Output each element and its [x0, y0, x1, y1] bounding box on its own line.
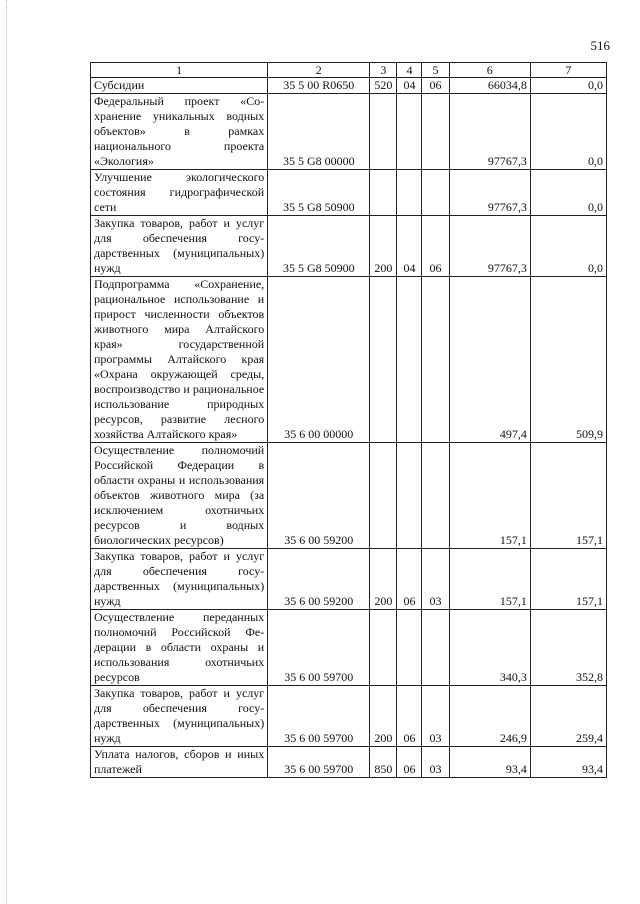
- row-name-cell: Осуществление полномочий Российской Федерации в области охраны и использования объектов животного мира (за исключением охотничьих ресурсов и водных биологических ресурсов): [91, 443, 268, 549]
- row-name-cell: Осуществление переданных полномочий Российской Федерации в области охраны и использования охотничьих ресурсов: [91, 610, 268, 686]
- row-name-cell: Субсидии: [91, 78, 268, 94]
- table-row: [91, 549, 607, 610]
- row-amount-2024-cell: 97767,3: [449, 170, 530, 216]
- row-pr-cell: [422, 443, 449, 549]
- row-vr-cell: [370, 610, 397, 686]
- row-amount-2025-cell: 0,0: [530, 94, 606, 170]
- table-row: [91, 94, 607, 170]
- header-cell: 2: [268, 63, 370, 78]
- header-cell: 3: [370, 63, 397, 78]
- row-code-cell: 35 6 00 59700: [268, 686, 370, 747]
- row-rz-cell: 06: [397, 747, 422, 778]
- row-amount-2025-cell: 509,9: [530, 277, 606, 443]
- budget-table: [90, 62, 607, 778]
- binding-edge: [6, 0, 11, 904]
- row-vr-cell: [370, 277, 397, 443]
- row-code-cell: 35 6 00 59200: [268, 443, 370, 549]
- row-pr-cell: 03: [422, 686, 449, 747]
- row-code-cell: 35 5 G8 50900: [268, 216, 370, 277]
- row-amount-2025-cell: 157,1: [530, 549, 606, 610]
- header-cell: 1: [91, 63, 268, 78]
- row-amount-2024-cell: 246,9: [449, 686, 530, 747]
- table-row: [91, 78, 607, 94]
- header-cell: 4: [397, 63, 422, 78]
- row-amount-2024-cell: 97767,3: [449, 216, 530, 277]
- row-name-cell: Закупка товаров, работ и услуг для обеспечения государственных (муниципальных) нужд: [91, 686, 268, 747]
- table-row: [91, 610, 607, 686]
- row-pr-cell: [422, 94, 449, 170]
- row-amount-2025-cell: 259,4: [530, 686, 606, 747]
- row-code-cell: 35 5 00 R0650: [268, 78, 370, 94]
- row-vr-cell: [370, 94, 397, 170]
- row-pr-cell: 06: [422, 78, 449, 94]
- row-rz-cell: 04: [397, 216, 422, 277]
- table-row: [91, 686, 607, 747]
- row-amount-2025-cell: 0,0: [530, 216, 606, 277]
- table-header-row: [91, 63, 607, 78]
- row-rz-cell: [397, 443, 422, 549]
- table-row: [91, 443, 607, 549]
- row-code-cell: 35 5 G8 50900: [268, 170, 370, 216]
- row-amount-2024-cell: 66034,8: [449, 78, 530, 94]
- row-pr-cell: [422, 277, 449, 443]
- row-amount-2025-cell: 352,8: [530, 610, 606, 686]
- row-name-cell: Закупка товаров, работ и услуг для обеспечения государственных (муниципальных) нужд: [91, 549, 268, 610]
- table-row: [91, 170, 607, 216]
- row-vr-cell: [370, 170, 397, 216]
- row-amount-2024-cell: 97767,3: [449, 94, 530, 170]
- row-rz-cell: 06: [397, 686, 422, 747]
- row-pr-cell: [422, 610, 449, 686]
- row-amount-2024-cell: 340,3: [449, 610, 530, 686]
- row-vr-cell: 200: [370, 686, 397, 747]
- row-rz-cell: 06: [397, 549, 422, 610]
- row-amount-2024-cell: 157,1: [449, 549, 530, 610]
- row-rz-cell: [397, 94, 422, 170]
- row-amount-2024-cell: 93,4: [449, 747, 530, 778]
- row-rz-cell: [397, 170, 422, 216]
- row-amount-2024-cell: 157,1: [449, 443, 530, 549]
- row-code-cell: 35 6 00 59200: [268, 549, 370, 610]
- row-rz-cell: [397, 277, 422, 443]
- row-vr-cell: 200: [370, 216, 397, 277]
- header-cell: 7: [530, 63, 606, 78]
- row-name-cell: Уплата налогов, сборов и иных платежей: [91, 747, 268, 778]
- row-pr-cell: [422, 170, 449, 216]
- row-amount-2025-cell: 0,0: [530, 78, 606, 94]
- table-row: [91, 277, 607, 443]
- row-code-cell: 35 5 G8 00000: [268, 94, 370, 170]
- row-rz-cell: 04: [397, 78, 422, 94]
- row-code-cell: 35 6 00 00000: [268, 277, 370, 443]
- row-pr-cell: 03: [422, 549, 449, 610]
- row-pr-cell: 03: [422, 747, 449, 778]
- row-rz-cell: [397, 610, 422, 686]
- row-code-cell: 35 6 00 59700: [268, 747, 370, 778]
- row-vr-cell: 850: [370, 747, 397, 778]
- header-cell: 6: [449, 63, 530, 78]
- row-name-cell: Подпрограмма «Сохранение, рациональное использование и прирост численности объектов животного мира Алтайского края» государственной программы Алтайского края «Охрана окружающей среды, воспроизводство и рациональное использование природных ресурсов, развитие лесного хозяйства Алтайского края»: [91, 277, 268, 443]
- row-pr-cell: 06: [422, 216, 449, 277]
- header-cell: 5: [422, 63, 449, 78]
- row-amount-2025-cell: 0,0: [530, 170, 606, 216]
- table-row: [91, 216, 607, 277]
- row-amount-2024-cell: 497,4: [449, 277, 530, 443]
- row-vr-cell: [370, 443, 397, 549]
- row-amount-2025-cell: 93,4: [530, 747, 606, 778]
- row-vr-cell: 200: [370, 549, 397, 610]
- row-name-cell: Федеральный проект «Сохранение уникальных водных объектов» в рамках национального проекта «Экология»: [91, 94, 268, 170]
- table-row: [91, 747, 607, 778]
- row-name-cell: Закупка товаров, работ и услуг для обеспечения государственных (муниципальных) нужд: [91, 216, 268, 277]
- row-amount-2025-cell: 157,1: [530, 443, 606, 549]
- row-vr-cell: 520: [370, 78, 397, 94]
- page-number: 516: [590, 38, 610, 53]
- row-code-cell: 35 6 00 59700: [268, 610, 370, 686]
- row-name-cell: Улучшение экологического состояния гидрографической сети: [91, 170, 268, 216]
